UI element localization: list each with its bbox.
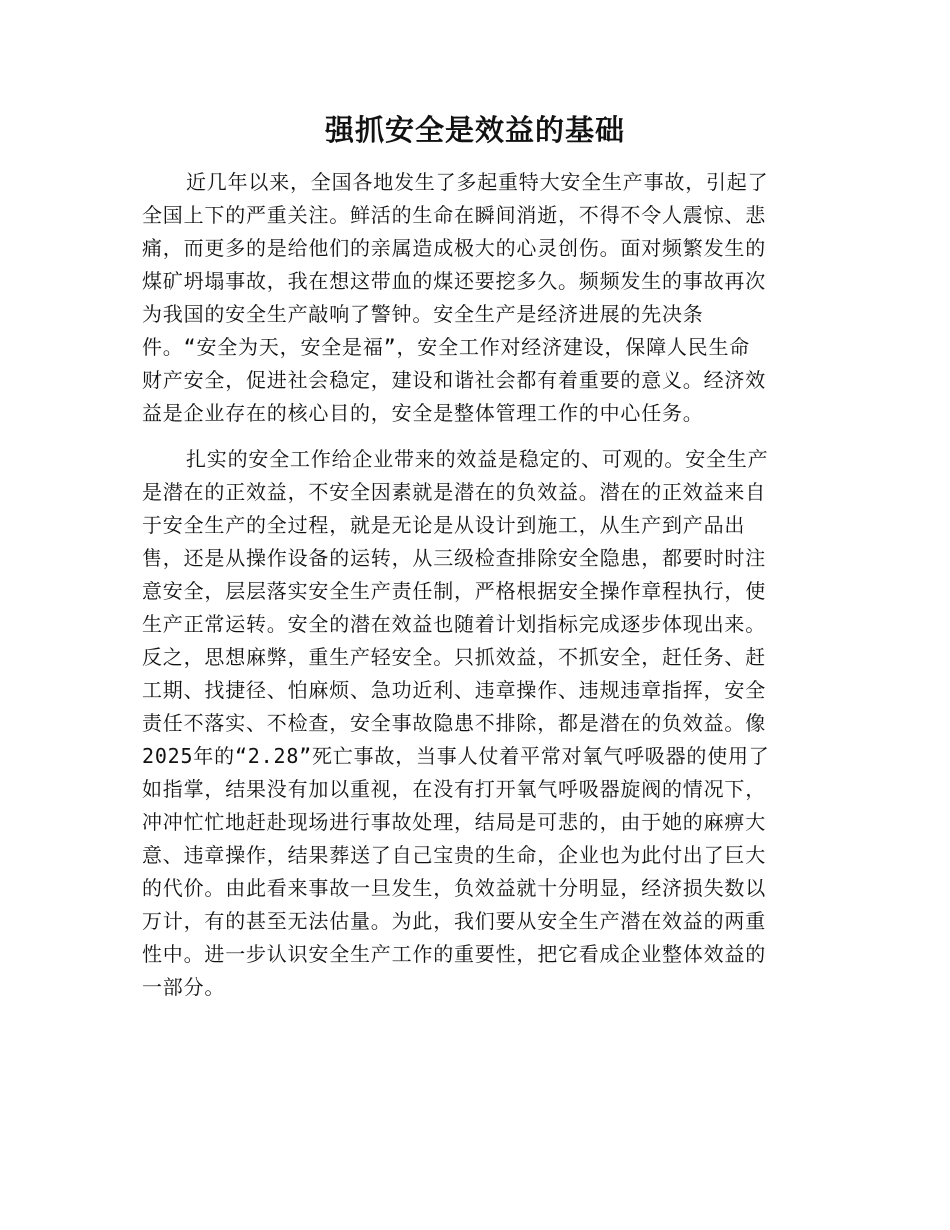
- paragraph-line: 冲冲忙忙地赶赴现场进行事故处理，结局是可悲的，由于她的麻痹大: [142, 810, 766, 834]
- paragraph-line: 工期、找捷径、怕麻烦、急功近利、违章操作、违规违章指挥，安全: [142, 678, 766, 702]
- paragraph-line: 一部分。: [142, 975, 226, 999]
- paragraph-line: 责任不落实、不检查，安全事故隐患不排除，都是潜在的负效益。像: [142, 711, 766, 735]
- paragraph-line: 万计，有的甚至无法估量。为此，我们要从安全生产潜在效益的两重: [142, 909, 766, 933]
- paragraph-line: 意安全，层层落实安全生产责任制，严格根据安全操作章程执行，使: [142, 579, 766, 603]
- paragraph-line: 全国上下的严重关注。鲜活的生命在瞬间消逝，不得不令人震惊、悲: [142, 203, 766, 227]
- paragraph-line: 煤矿坍塌事故，我在想这带血的煤还要挖多久。频频发生的事故再次: [142, 269, 766, 293]
- paragraph-line: 痛，而更多的是给他们的亲属造成极大的心灵创伤。面对频繁发生的: [142, 236, 766, 260]
- paragraph-line: 反之，思想麻弊，重生产轻安全。只抓效益，不抓安全，赶任务、赶: [142, 645, 766, 669]
- document-body: [142, 166, 796, 1004]
- document-title: 强抓安全是效益的基础: [324, 113, 625, 147]
- paragraph-line: 益是企业存在的核心目的，安全是整体管理工作的中心任务。: [142, 401, 704, 425]
- paragraph-line: 为我国的安全生产敲响了警钟。安全生产是经济进展的先决条: [142, 302, 704, 326]
- paragraph-line: 扎实的安全工作给企业带来的效益是稳定的、可观的。安全生产: [186, 447, 769, 471]
- paragraph-line: 2025年的“2.28”死亡事故，当事人仗着平常对氧气呼吸器的使用了: [142, 744, 770, 768]
- paragraph-line: 件。“安全为天，安全是福”，安全工作对经济建设，保障人民生命: [142, 335, 751, 359]
- paragraph-2: [142, 443, 796, 1004]
- paragraph-line: 是潜在的正效益，不安全因素就是潜在的负效益。潜在的正效益来自: [142, 480, 766, 504]
- paragraph-line: 意、违章操作，结果葬送了自己宝贵的生命，企业也为此付出了巨大: [142, 843, 766, 867]
- paragraph-line: 的代价。由此看来事故一旦发生，负效益就十分明显，经济损失数以: [142, 876, 766, 900]
- paragraph-line: 售，还是从操作设备的运转，从三级检查排除安全隐患，都要时时注: [142, 546, 766, 570]
- paragraph-line: 生产正常运转。安全的潜在效益也随着计划指标完成逐步体现出来。: [142, 612, 766, 636]
- paragraph-line: 于安全生产的全过程，就是无论是从设计到施工，从生产到产品出: [142, 513, 746, 537]
- paragraph-line: 近几年以来，全国各地发生了多起重特大安全生产事故，引起了: [186, 170, 769, 194]
- paragraph-line: 财产安全，促进社会稳定，建设和谐社会都有着重要的意义。经济效: [142, 368, 766, 392]
- paragraph-line: 如指掌，结果没有加以重视，在没有打开氧气呼吸器旋阀的情况下，: [142, 777, 766, 801]
- paragraph-1: [142, 166, 796, 430]
- paragraph-line: 性中。进一步认识安全生产工作的重要性，把它看成企业整体效益的: [142, 942, 766, 966]
